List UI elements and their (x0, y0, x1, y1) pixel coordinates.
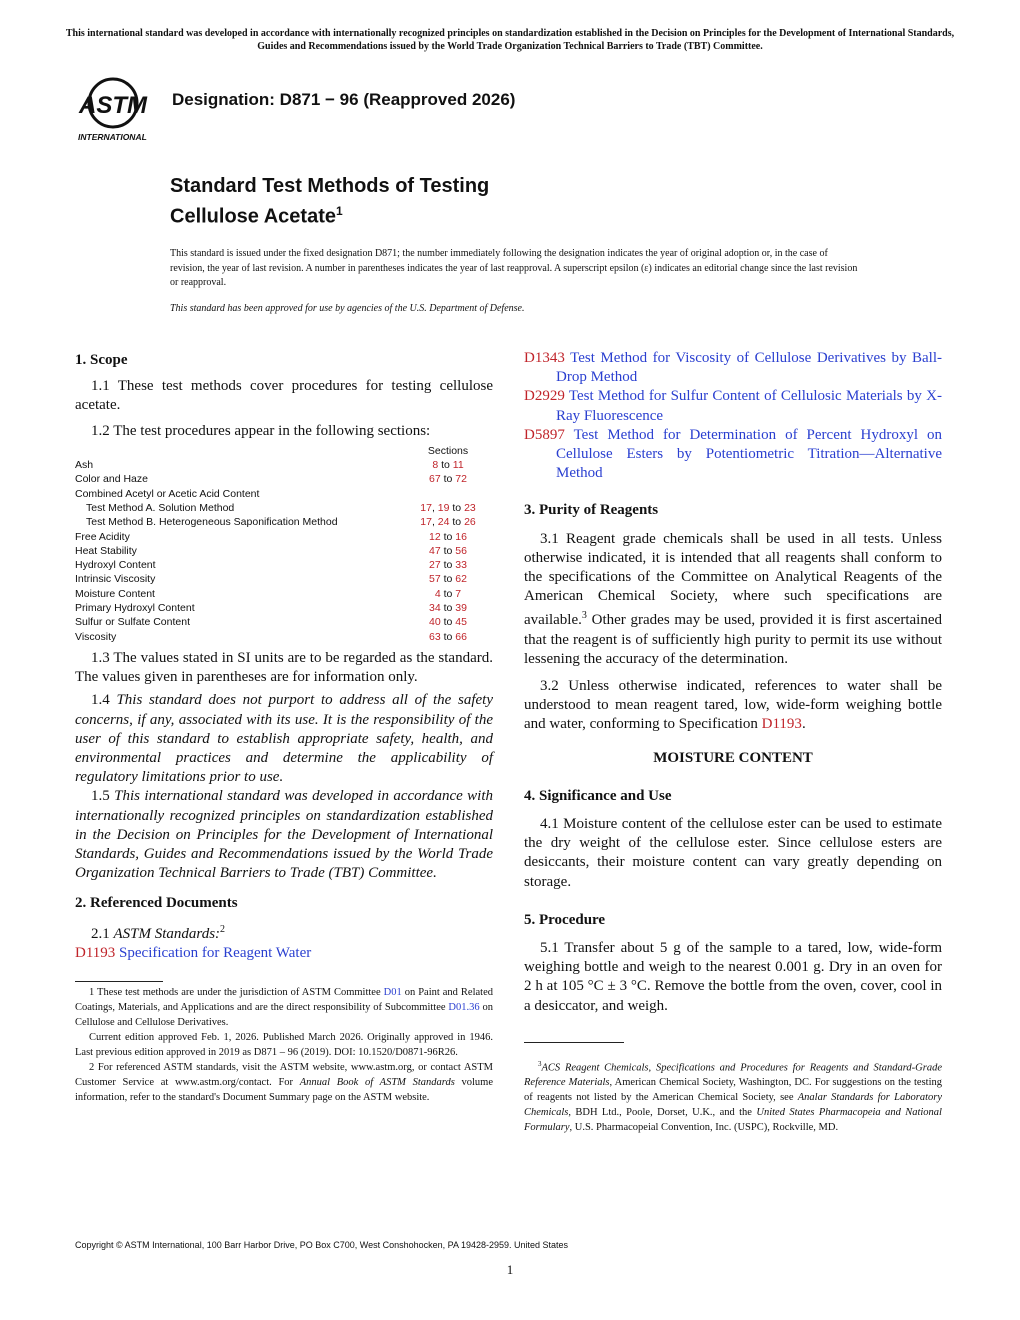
footnote-rule (75, 981, 163, 982)
section-range (403, 487, 493, 501)
section-link[interactable]: 66 (455, 630, 467, 643)
section-range: 27 to 33 (429, 559, 467, 572)
section-link[interactable]: 57 (429, 573, 441, 586)
wto-notice: This international standard was developed in accordance with internationally recognized principles on standardization established in the Decision on Principles for the Development of International Standards, Guides and Recommendations issued by the World Trade Organization Technical Barriers to Trade (TBT) Committee. (65, 28, 955, 52)
section-link[interactable]: 27 (429, 559, 441, 572)
svg-text:ASTM: ASTM (79, 92, 147, 119)
section-name: Test Method B. Heterogeneous Saponification Method (86, 516, 338, 529)
para-1-3: 1.3 The values stated in SI units are to be regarded as the standard. The values given in parentheses are for information only. (75, 649, 493, 686)
page-number: 1 (506, 1262, 514, 1277)
sections-row (75, 630, 493, 644)
section-heading-scope: 1. Scope (75, 352, 128, 368)
para-3-2: 3.2 Unless otherwise indicated, references to water shall be understood to mean reagent tared, low, wide-form weighing bottle and water, conforming to Specification D1193. (524, 678, 942, 733)
section-link[interactable]: 16 (455, 530, 467, 543)
para-1-1: 1.1 These test methods cover procedures for testing cellulose acetate. (75, 378, 493, 414)
section-link[interactable]: 17 (420, 516, 432, 529)
copyright-footer: Copyright © ASTM International, 100 Barr Harbor Drive, PO Box C700, West Conshohocken, PA 19428-2959. United States (75, 1240, 569, 1250)
footnote-rule (524, 1042, 624, 1043)
sections-row (75, 472, 493, 486)
section-link[interactable]: 45 (455, 616, 467, 629)
section-link[interactable]: 56 (455, 544, 467, 557)
footnote-1: 1 These test methods are under the jurisdiction of ASTM Committee D01 on Paint and Related Coatings, Materials, and Applications and are the direct responsibility of Subcommittee D01.36 on Cellulose and Cellulose Derivatives. (75, 987, 494, 1029)
section-range: 17, 19 to 23 (420, 502, 476, 514)
section-link[interactable]: 39 (455, 602, 467, 615)
section-name: Heat Stability (75, 544, 137, 557)
section-name: Hydroxyl Content (75, 559, 156, 572)
section-link[interactable]: 26 (464, 516, 476, 529)
para-3-1: 3.1 Reagent grade chemicals shall be used in all tests. Unless otherwise indicated, it is intended that all reagents shall conform to the specifications of the Committee on Analytical Reagents of the American Chemical Society, where such specifications are available.$^3$ Other grades may be used, provided it is first ascertained that the reagent is of sufficiently high purity to permit its use without lessening the accuracy of the determination. (524, 530, 942, 667)
section-link[interactable]: 47 (429, 544, 441, 557)
subcommittee-link[interactable]: D01.36 (448, 1002, 480, 1014)
sections-row (75, 601, 493, 615)
section-name: Moisture Content (75, 587, 155, 600)
sections-row (75, 558, 493, 572)
para-4-1: 4.1 Moisture content of the cellulose ester can be used to estimate the dry weight of the cellulose ester. Since cellulose esters are desiccants, their moisture content can vary greatly depending on storage. (524, 816, 942, 890)
section-name: Test Method A. Solution Method (86, 502, 235, 514)
ref-item[interactable]: D2929 Test Method for Sulfur Content of Cellulosic Materials by X-Ray Fluorescence (524, 388, 942, 424)
section-name: Ash (75, 459, 94, 472)
committee-link[interactable]: D01 (383, 987, 402, 999)
section-range: 17, 24 to 26 (420, 516, 476, 529)
section-link[interactable]: 63 (429, 630, 441, 643)
section-range: 47 to 56 (429, 544, 467, 557)
para-5-1: 5.1 Transfer about 5 g of the sample to a tared, low, wide-form weighing bottle and weigh to the nearest 0.001 g. Dry in an oven for 2 h at 105 °C ± 3 °C. Remove the bottle from the oven, cover, cool in a desiccator, and weigh. (524, 940, 942, 1014)
footnote-2: 2 For referenced ASTM standards, visit the ASTM website, www.astm.org, or contact ASTM Customer Service at www.astm.org/contact. For Annual Book of ASTM Standards volume information, refer to the standard's Document Summary page on the ASTM website. (75, 1062, 493, 1104)
section-heading-purity: 3. Purity of Reagents (524, 502, 659, 519)
sections-row (75, 487, 493, 501)
left-column (75, 348, 493, 1105)
section-link[interactable]: 17 (420, 502, 432, 514)
section-link[interactable]: 12 (429, 530, 441, 543)
section-link[interactable]: 4 (434, 587, 441, 600)
footnote-1-edition: Current edition approved Feb. 1, 2026. Published March 2026. Originally approved in 1946. Last previous edition approved in 2019 as D871 – 96 (2019). DOI: 10.1520/D0871-96R26. (75, 1032, 493, 1059)
section-link[interactable]: 62 (455, 573, 467, 586)
sections-table (75, 444, 493, 644)
section-link[interactable]: 24 (437, 516, 450, 529)
designation: Designation: D871 − 96 (Reapproved 2026) (172, 90, 516, 109)
para-1-5: 1.5 This international standard was developed in accordance with internationally recognized principles on standardization established in the Decision on Principles for the Development of International Standards, Guides and Recommendations issued by the World Trade Organization Technical Barriers to Trade (TBT) Committee. (75, 788, 493, 882)
ref-item[interactable]: D1193 Specification for Reagent Water (75, 944, 312, 961)
section-name: Intrinsic Viscosity (75, 573, 156, 586)
ref-item[interactable]: D5897 Test Method for Determination of Percent Hydroxyl on Cellulose Esters by Potentiometric Titration—Alternative Method (524, 426, 942, 482)
section-name: Combined Acetyl or Acetic Acid Content (75, 487, 260, 500)
section-heading-significance: 4. Significance and Use (524, 787, 672, 804)
issue-note: This standard is issued under the fixed designation D871; the number immediately following the designation indicates the year of original adoption or, in the case of revision, the year of last revision. A number in parentheses indicates the year of last reapproval. A superscript epsilon (ε) indicates an editorial change since the last revision or reapproval. (170, 248, 858, 288)
right-column (524, 349, 942, 1135)
section-name: Color and Haze (75, 473, 148, 486)
section-link[interactable]: 34 (429, 602, 441, 615)
section-link[interactable]: 19 (437, 502, 450, 514)
section-range: 67 to 72 (429, 473, 467, 486)
moisture-content-heading: MOISTURE CONTENT (653, 749, 813, 766)
section-name: Viscosity (75, 630, 117, 643)
sections-row (75, 515, 493, 529)
section-link[interactable]: 67 (429, 473, 441, 486)
section-link[interactable]: 7 (455, 587, 462, 600)
sections-row (75, 572, 493, 586)
para-1-2: 1.2 The test procedures appear in the following sections: (91, 422, 431, 439)
section-link[interactable]: 72 (455, 473, 467, 486)
section-heading-refdocs: 2. Referenced Documents (75, 895, 238, 912)
sections-row (75, 615, 493, 629)
section-range: 4 to 7 (434, 587, 462, 600)
para-1-4: 1.4 This standard does not purport to address all of the safety concerns, if any, associated with its use. It is the responsibility of the user of this standard to establish appropriate safety, health, and environmental practices and determine the applicability of regulatory limitations prior to use. (75, 692, 494, 786)
section-link[interactable]: 8 (432, 459, 439, 472)
section-link[interactable]: 40 (429, 616, 441, 629)
document-title: Standard Test Methods of Testing Cellulose Acetate$^1$ (170, 175, 490, 228)
ref-item[interactable]: D1343 Test Method for Viscosity of Cellulose Derivatives by Ball-Drop Method (524, 350, 943, 386)
sections-row (75, 501, 493, 515)
section-link[interactable]: 33 (455, 559, 467, 572)
section-name: Primary Hydroxyl Content (75, 602, 195, 615)
section-heading-procedure: 5. Procedure (524, 911, 606, 928)
section-range: 63 to 66 (429, 630, 467, 643)
sections-row (75, 544, 493, 558)
astm-logo (73, 76, 163, 146)
para-2-1: 2.1 ASTM Standards:$^2$ (91, 923, 226, 942)
sections-row (75, 458, 493, 472)
sections-row (75, 530, 493, 544)
section-name: Free Acidity (75, 530, 130, 543)
section-link[interactable]: 11 (452, 459, 464, 472)
section-range: 12 to 16 (429, 530, 467, 543)
section-range: 34 to 39 (429, 602, 467, 615)
sections-header: Sections (427, 444, 469, 457)
approval-note: This standard has been approved for use by agencies of the U.S. Department of Defense. (170, 303, 525, 314)
section-range: 8 to 11 (432, 459, 464, 472)
sections-row (75, 587, 493, 601)
section-range: 40 to 45 (429, 616, 467, 629)
section-range: 57 to 62 (429, 573, 467, 586)
svg-text:INTERNATIONAL: INTERNATIONAL (78, 132, 147, 142)
section-name: Sulfur or Sulfate Content (75, 616, 190, 629)
footnote-3: $^3$ACS Reagent Chemicals, Specifications and Procedures for Reagents and Standard-Grade Reference Materials, American Chemical Society, Washington, DC. For suggestions on the testing of reagents not listed by the American Chemical Society, see Analar Standards for Laboratory Chemicals, BDH Ltd., Poole, Dorset, U.K., and the United States Pharmacopeia and National Formulary, U.S. Pharmacopeial Convention, Inc. (USPC), Rockville, MD. (524, 1059, 943, 1134)
section-link[interactable]: 23 (464, 502, 476, 514)
spec-link[interactable]: D1193 (761, 716, 802, 733)
